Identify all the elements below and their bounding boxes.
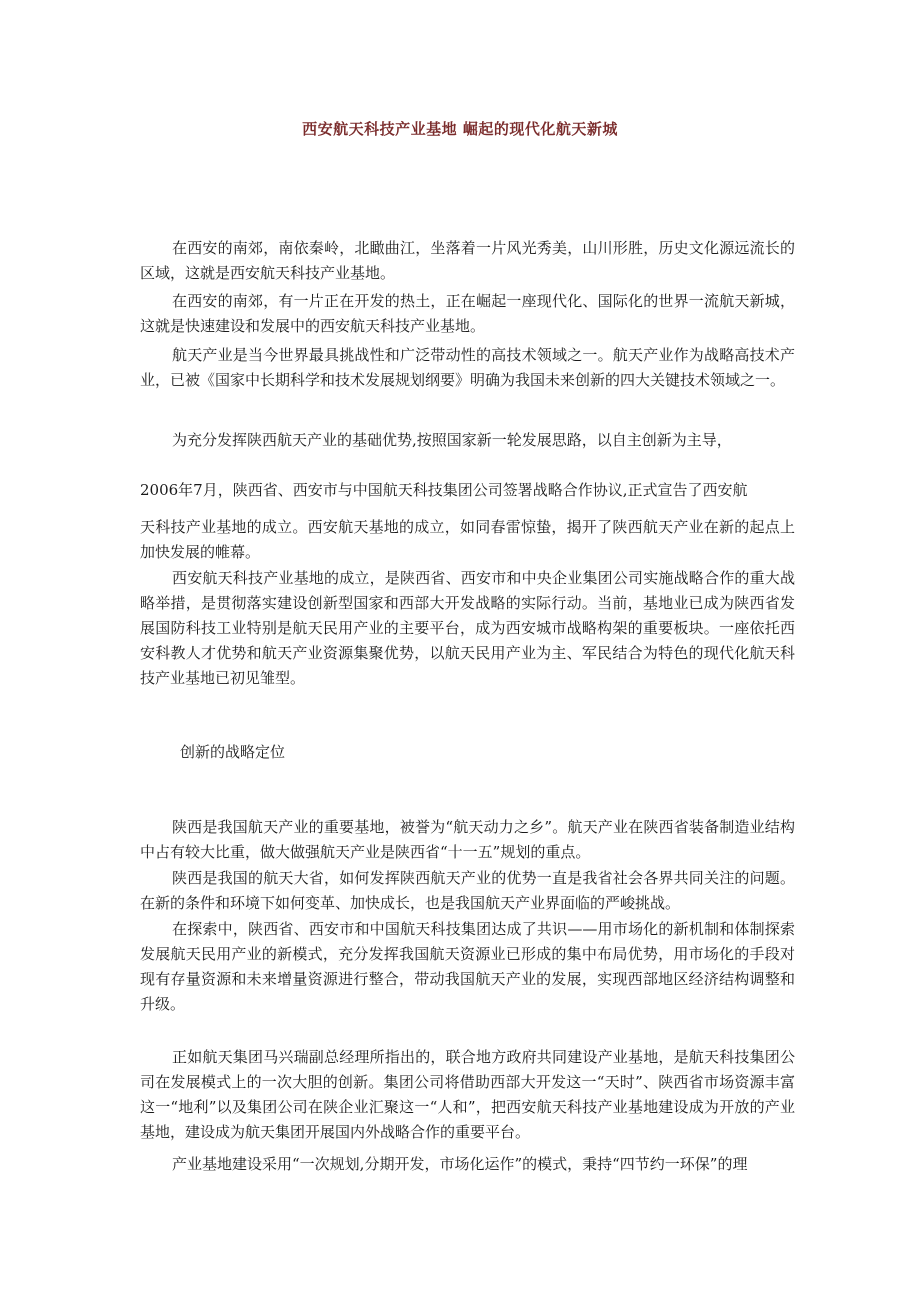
paragraph-intro-2: 在西安的南郊，有一片正在开发的热土，正在崛起一座现代化、国际化的世界一流航天新城，这就是快速建设和发展中的西安航天科技产业基地。 [140,292,795,335]
paragraph-intro-4: 为充分发挥陕西航天产业的基础优势,按照国家新一轮发展思路，以自主创新为主导， [172,431,732,449]
section-paragraph-3: 在探索中，陕西省、西安市和中国航天科技集团达成了共识——用市场化的新机制和体制探索发展航天民用产业的新模式，充分发挥我国航天资源业已形成的集中布局优势，用市场化的手段对现有存量资源和未来增量资源进行整合，带动我国航天产业的发展，实现西部地区经济结构调整和升级。 [140,920,795,1013]
section-paragraph-2: 陕西是我国的航天大省，如何发挥陕西航天产业的优势一直是我省社会各界共同关注的问题。在新的条件和环境下如何变革、加快成长，也是我国航天产业界面临的严峻挑战。 [140,869,795,912]
document-title: 西安航天科技产业基地 崛起的现代化航天新城 [302,120,618,138]
paragraph-intro-6: 天科技产业基地的成立。西安航天基地的成立，如同春雷惊蛰，揭开了陕西航天产业在新的起点上加快发展的帷幕。 [140,518,795,561]
paragraph-intro-3: 航天产业是当今世界最具挑战性和广泛带动性的高技术领域之一。航天产业作为战略高技术产业，已被《国家中长期科学和技术发展规划纲要》明确为我国未来创新的四大关键技术领域之一。 [140,346,795,389]
section-heading: 创新的战略定位 [180,743,286,761]
section-paragraph-4: 正如航天集团马兴瑞副总经理所指出的，联合地方政府共同建设产业基地，是航天科技集团公司在发展模式上的一次大胆的创新。集团公司将借助西部大开发这一“天时”、陕西省市场资源丰富这一“地利”以及集团公司在陕企业汇聚这一“人和”，把西安航天科技产业基地建设成为开放的产业基地，建设成为航天集团开展国内外战略合作的重要平台。 [140,1048,795,1141]
paragraph-intro-5: 2006年7月，陕西省、西安市与中国航天科技集团公司签署战略合作协议,正式宣告了西安航 [140,481,748,499]
paragraph-intro-1: 在西安的南郊，南依秦岭，北瞰曲江，坐落着一片风光秀美，山川形胜，历史文化源远流长的区域，这就是西安航天科技产业基地。 [140,239,795,282]
section-paragraph-1: 陕西是我国航天产业的重要基地，被誉为“航天动力之乡”。航天产业在陕西省装备制造业结构中占有较大比重，做大做强航天产业是陕西省“十一五”规划的重点。 [140,818,795,861]
section-paragraph-5: 产业基地建设采用“一次规划,分期开发，市场化运作”的模式，秉持“四节约一环保”的理 [172,1155,748,1173]
paragraph-intro-7: 西安航天科技产业基地的成立，是陕西省、西安市和中央企业集团公司实施战略合作的重大战略举措，是贯彻落实建设创新型国家和西部大开发战略的实际行动。当前，基地业已成为陕西省发展国防科技工业特别是航天民用产业的主要平台，成为西安城市战略构架的重要板块。一座依托西安科教人才优势和航天产业资源集聚优势，以航天民用产业为主、军民结合为特色的现代化航天科技产业基地已初见雏型。 [140,569,795,687]
